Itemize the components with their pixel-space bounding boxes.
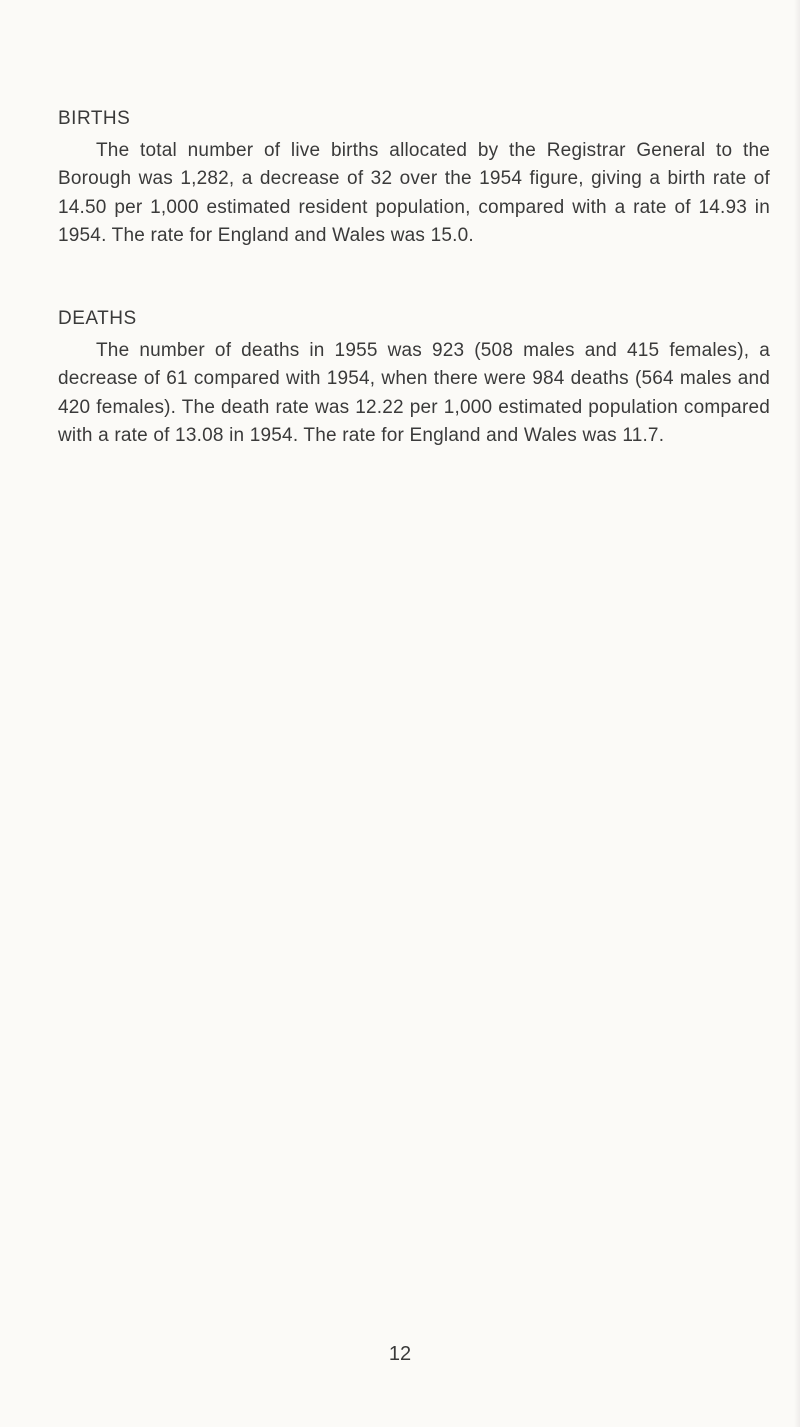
deaths-heading: DEATHS xyxy=(58,308,137,329)
page-number: 12 xyxy=(388,1343,412,1365)
page-edge-shadow xyxy=(794,0,800,1427)
deaths-section xyxy=(58,305,770,450)
deaths-paragraph: The number of deaths in 1955 was 923 (508 males and 415 females), a decrease of 61 compared with 1954, when there were 984 deaths (564 males and 420 females). The death rate was 12.22 per 1,000 estimated population compared with a rate of 13.08 in 1954. The rate for England and Wales was 11.7. xyxy=(58,340,770,446)
births-section xyxy=(58,105,770,250)
births-paragraph: The total number of live births allocated by the Registrar General to the Borough was 1,282, a decrease of 32 over the 1954 figure, giving a birth rate of 14.50 per 1,000 estimated resident population, compared with a rate of 14.93 in 1954. The rate for England and Wales was 15.0. xyxy=(58,140,770,246)
births-heading: BIRTHS xyxy=(58,108,131,129)
